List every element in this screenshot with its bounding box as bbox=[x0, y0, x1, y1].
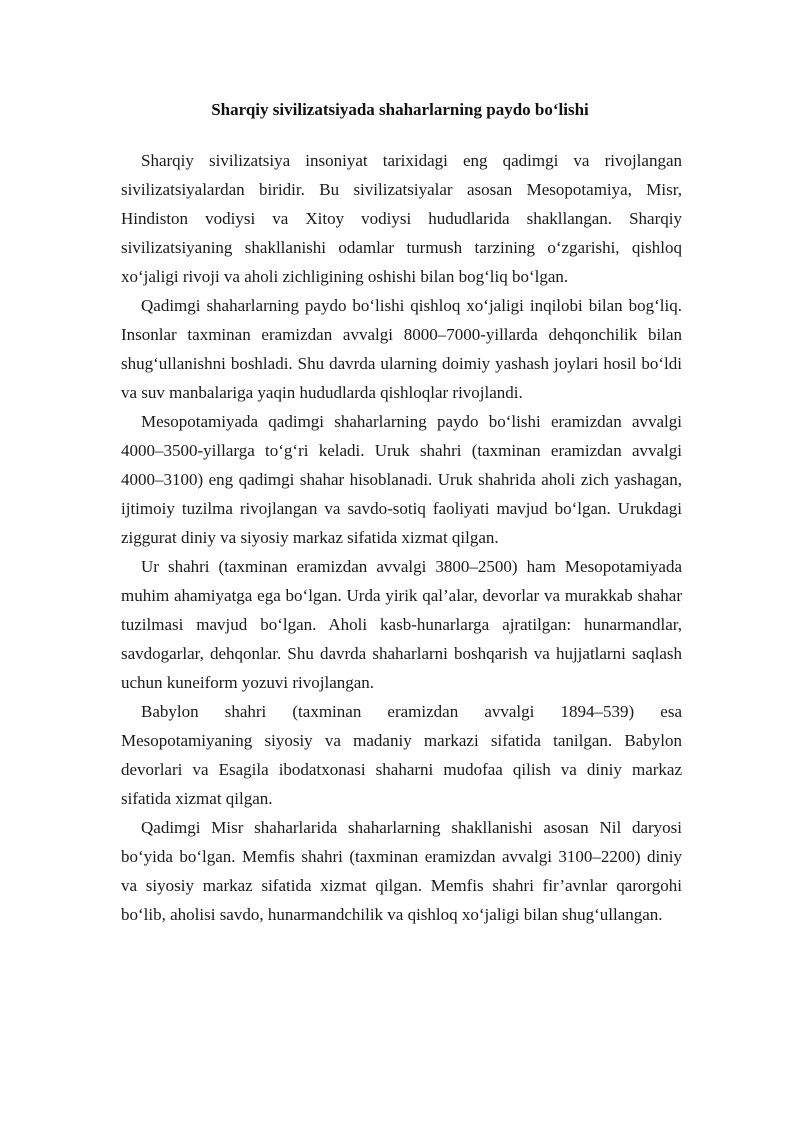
paragraph-babylon: Babylon shahri (taxminan eramizdan avvalgi 1894–539) esa Mesopotamiyaning siyosiy va madaniy markazi sifatida tanilgan. Babylon devorlari va Esagila ibodatxonasi shaharni mudofaa qilish va diniy markaz sifatida xizmat qilgan. bbox=[121, 702, 682, 808]
paragraph-agriculture: Qadimgi shaharlarning paydo bo‘lishi qishloq xo‘jaligi inqilobi bilan bog‘liq. Insonlar taxminan eramizdan avvalgi 8000–7000-yillarda dehqonchilik bilan shug‘ullanishni boshladi. Shu davrda ularning doimiy yashash joylari hosil bo‘ldi va suv manbalariga yaqin hududlarda qishloqlar rivojlandi. bbox=[121, 296, 682, 402]
document-body bbox=[121, 146, 682, 929]
paragraph-ur: Ur shahri (taxminan eramizdan avvalgi 3800–2500) ham Mesopotamiyada muhim ahamiyatga ega bo‘lgan. Urda yirik qal’alar, devorlar va murakkab shahar tuzilmasi mavjud bo‘lgan. Aholi kasb-hunarlarga ajratilgan: hunarmandlar, savdogarlar, dehqonlar. Shu davrda shaharlarni boshqarish va hujjatlarni saqlash uchun kuneiform yozuvi rivojlangan. bbox=[121, 557, 682, 692]
paragraph-intro: Sharqiy sivilizatsiya insoniyat tarixidagi eng qadimgi va rivojlangan sivilizatsiyalardan biridir. Bu sivilizatsiyalar asosan Mesopotamiya, Misr, Hindiston vodiysi va Xitoy vodiysi hududlarida shakllangan. Sharqiy sivilizatsiyaning shakllanishi odamlar turmush tarzining o‘zgarishi, qishloq xo‘jaligi rivoji va aholi zichligining oshishi bilan bog‘liq bo‘lgan. bbox=[121, 151, 682, 286]
document-title: Sharqiy sivilizatsiyada shaharlarning paydo bo‘lishi bbox=[211, 100, 589, 119]
paragraph-egypt-memphis: Qadimgi Misr shaharlarida shaharlarning shakllanishi asosan Nil daryosi bo‘yida bo‘lgan. Memfis shahri (taxminan eramizdan avvalgi 3100–2200) diniy va siyosiy markaz sifatida xizmat qilgan. Memfis shahri fir’avnlar qarorgohi bo‘lib, aholisi savdo, hunarmandchilik va qishloq xo‘jaligi bilan shug‘ullangan. bbox=[121, 818, 682, 924]
paragraph-mesopotamia-uruk: Mesopotamiyada qadimgi shaharlarning paydo bo‘lishi eramizdan avvalgi 4000–3500-yillarga to‘g‘ri keladi. Uruk shahri (taxminan eramizdan avvalgi 4000–3100) eng qadimgi shahar hisoblanadi. Uruk shahrida aholi zich yashagan, ijtimoiy tuzilma rivojlangan va savdo-sotiq faoliyati mavjud bo‘lgan. Urukdagi ziggurat diniy va siyosiy markaz sifatida xizmat qilgan. bbox=[121, 412, 682, 547]
